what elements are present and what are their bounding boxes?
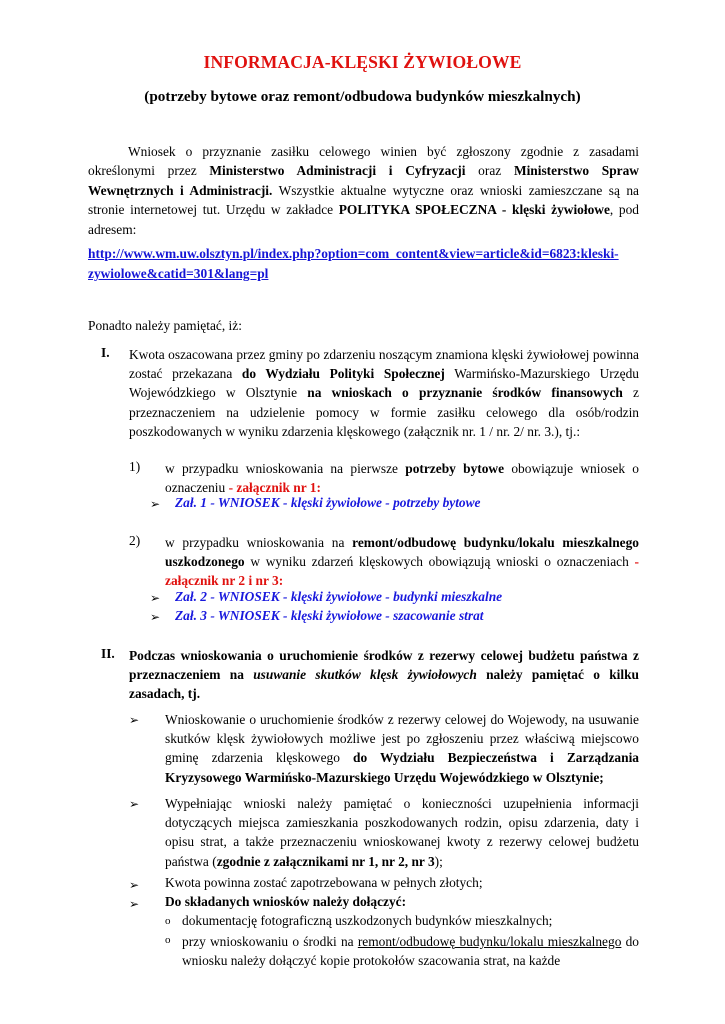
arrow-bullet-icon: ➢: [129, 713, 140, 727]
attachment-2-link[interactable]: Zał. 2 - WNIOSEK - klęski żywiołowe - budynki mieszkalne: [175, 589, 503, 604]
item-1-attachment-ref: - załącznik nr 1:: [228, 480, 321, 496]
section-2-bullet-1: [165, 710, 639, 787]
arrow-bullet-icon: ➢: [150, 497, 161, 511]
intro-ministry-2: Ministerstwo Spraw Wewnętrznych i Administracji.: [88, 163, 639, 198]
arrow-bullet-icon: ➢: [150, 610, 161, 624]
arrow-bullet-icon: ➢: [150, 591, 161, 605]
item-2-text: w przypadku wnioskowania na: [165, 535, 353, 550]
item-2-attachment-ref: - załącznik nr 2 i nr 3:: [165, 554, 639, 589]
item-2-bold: remont/odbudowę budynku/lokalu mieszkalnego uszkodzonego: [165, 535, 639, 570]
bullet-2-bold: zgodnie z załącznikami nr 1, nr 2, nr 3: [216, 853, 435, 869]
intro-ministry-1: Ministerstwo Administracji i Cyfryzacji: [209, 163, 466, 179]
sub-bullet-2-text: do wniosku należy dołączyć kopie protokołów szacowania strat, na każde: [182, 934, 640, 969]
section-1-department: do Wydziału Polityki Społecznej: [241, 366, 445, 382]
website-link-line-1[interactable]: http://www.wm.uw.olsztyn.pl/index.php?option=com_content&view=article&id=6823:kleski-: [88, 246, 619, 261]
note-text: Ponadto należy pamiętać, iż:: [88, 318, 242, 333]
intro-text: Wniosek o przyznanie zasiłku celowego winien być zgłoszony zgodnie z zasadami określonymi przez: [88, 144, 639, 179]
item-2-text: w wyniku zdarzeń klęskowych obowiązują wnioski o oznaczeniach: [244, 554, 635, 570]
website-link-line-2[interactable]: zywiolowe&catid=301&lang=pl: [88, 266, 269, 281]
item-1-paragraph: [165, 459, 639, 497]
page-title: INFORMACJA-KLĘSKI ŻYWIOŁOWE: [203, 52, 522, 72]
sub-bullet-2-underlined: remont/odbudowę budynku/lokalu mieszkalnego: [357, 934, 622, 949]
item-1-number: 1): [129, 459, 141, 474]
attachment-1-link[interactable]: Zał. 1 - WNIOSEK - klęski żywiołowe - potrzeby bytowe: [175, 495, 481, 510]
section-1-text: Warmińsko-Mazurskiego Urzędu Wojewódzkiego w Olsztynie: [129, 366, 639, 401]
item-1-text: w przypadku wnioskowania na pierwsze: [165, 461, 406, 476]
sub-bullet-1: dokumentację fotograficzną uszkodzonych budynków mieszkalnych;: [182, 913, 553, 928]
section-1-text: z przeznaczeniem na udzielenie pomocy w formie zasiłku celowego dla osób/rodzin poszkodowanych w wyniku zdarzenia klęskowego (załącznik nr. 1 / nr. 2/ nr. 3.), tj.:: [129, 385, 639, 439]
section-2-italic: usuwanie skutków klęsk żywiołowych: [253, 667, 477, 683]
section-2-bullet-4: Do składanych wniosków należy dołączyć:: [165, 894, 407, 909]
item-2-paragraph: [165, 533, 639, 591]
intro-text: oraz: [465, 163, 514, 179]
bullet-1-text: Wnioskowanie o uruchomienie środków z rezerwy celowej do Wojewody, na usuwanie skutków klęsk żywiołowych możliwe jest po zgłoszeniu przez właściwą miejscowo gminę zdarzenia klęskowego: [165, 712, 639, 766]
arrow-bullet-icon: ➢: [129, 878, 140, 892]
bullet-2-text: Wypełniając wnioski należy pamiętać o konieczności uzupełnienia informacji dotyczących miejsca zamieszkania poszkodowanych rodzin, opisu zdarzenia, daty i opisu strat, a także przeznaczeniu wnioskowanej kwoty z rezerwy celowej budżetu państwa (: [165, 796, 639, 869]
sub-bullet-2: [182, 932, 639, 970]
intro-tab-name: POLITYKA SPOŁECZNA - klęski żywiołowe: [338, 202, 610, 218]
page-subtitle: (potrzeby bytowe oraz remont/odbudowa budynków mieszkalnych): [144, 88, 581, 105]
section-2-number: II.: [101, 646, 115, 661]
section-2-bullet-3: Kwota powinna zostać zapotrzebowana w pełnych złotych;: [165, 875, 483, 890]
section-1-text: Kwota oszacowana przez gminy po zdarzeniu noszącym znamiona klęski żywiołowej powinna zostać przekazana: [129, 347, 639, 382]
section-1-number: I.: [101, 345, 110, 360]
attachment-3-link[interactable]: Zał. 3 - WNIOSEK - klęski żywiołowe - szacowanie strat: [175, 608, 484, 623]
arrow-bullet-icon: ➢: [129, 897, 140, 911]
section-2-text: Podczas wnioskowania o uruchomienie środków z rezerwy celowej budżetu państwa z przeznaczeniem na: [129, 648, 639, 683]
section-2-heading: [129, 646, 639, 704]
item-1-bold: potrzeby bytowe: [405, 461, 505, 476]
section-1-paragraph: [129, 345, 639, 441]
section-1-request: na wnioskach o przyznanie środków finansowych: [307, 385, 623, 401]
intro-paragraph: [88, 142, 639, 239]
circle-bullet-icon: o: [165, 915, 171, 927]
intro-text: Wszystkie aktualne wytyczne oraz wnioski zamieszczane są na stronie internetowej tut. Urzędu w zakładce: [88, 182, 639, 218]
circle-bullet-icon: o: [165, 934, 171, 946]
intro-text: , pod adresem:: [88, 202, 640, 237]
item-2-number: 2): [129, 533, 141, 548]
section-2-text: należy pamiętać o kilku zasadach, tj.: [129, 667, 639, 702]
section-2-bullet-2: [165, 794, 639, 871]
bullet-1-bold: do Wydziału Bezpieczeństwa i Zarządzania Kryzysowego Warmińsko-Mazurskiego Urzędu Wojewódzkiego w Olsztynie;: [165, 750, 639, 785]
arrow-bullet-icon: ➢: [129, 797, 140, 811]
sub-bullet-2-text: przy wnioskowaniu o środki na: [182, 934, 358, 949]
item-1-text: obowiązuje wniosek o oznaczeniu: [165, 461, 640, 496]
bullet-2-text: );: [434, 853, 443, 869]
